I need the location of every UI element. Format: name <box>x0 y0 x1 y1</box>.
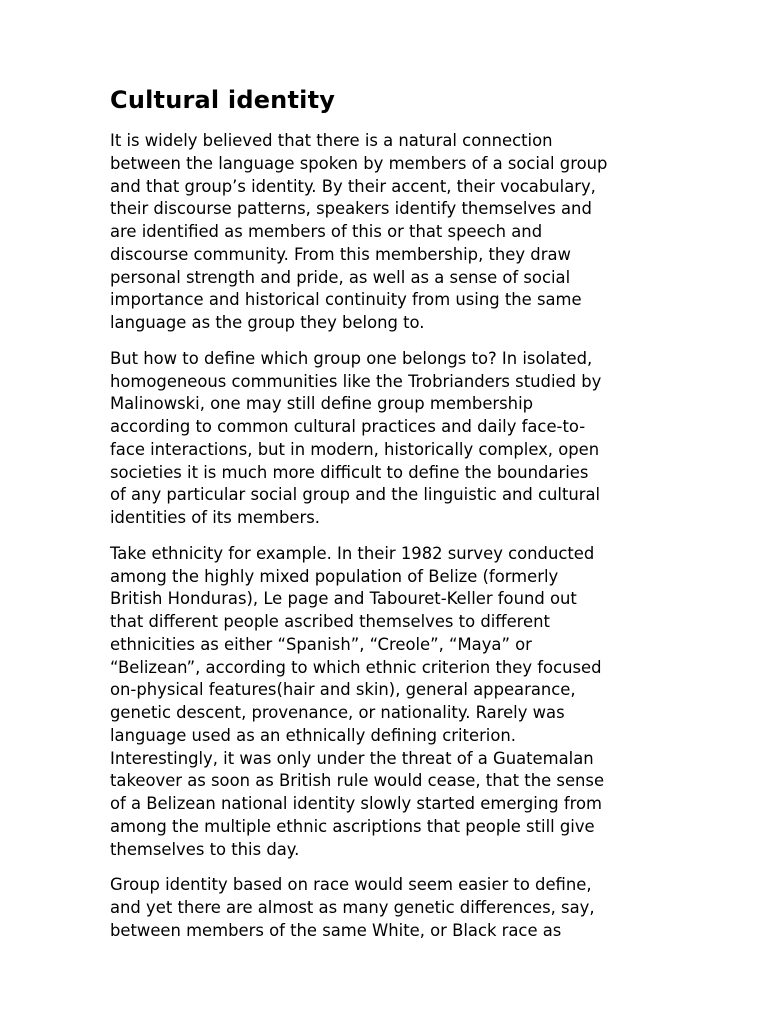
text-line: and yet there are almost as many genetic differences, say, <box>110 898 595 917</box>
text-line: between members of the same White, or Black race as <box>110 920 562 940</box>
text-line: language as the group they belong to. <box>110 313 425 332</box>
text-line: It is widely believed that there is a natural connection <box>110 131 553 150</box>
text-line: among the highly mixed population of Belize (formerly <box>110 566 559 586</box>
paragraph-2 <box>110 348 666 530</box>
text-line: “Belizean”, according to which ethnic criterion they focused <box>110 657 602 677</box>
text-line: of any particular social group and the linguistic and cultural <box>110 485 601 505</box>
text-line: that different people ascribed themselves to different <box>110 612 550 631</box>
text-line: among the multiple ethnic ascriptions that people still give <box>110 816 595 836</box>
text-line: face interactions, but in modern, historically complex, open <box>110 439 600 459</box>
text-line: discourse community. From this membership, they draw <box>110 244 571 264</box>
text-line: and that group’s identity. By their accent, their vocabulary, <box>110 176 596 196</box>
paragraph-3 <box>110 543 666 862</box>
text-line: importance and historical continuity from using the same <box>110 290 582 310</box>
text-line: societies it is much more difficult to define the boundaries <box>110 462 589 482</box>
text-line: their discourse patterns, speakers identify themselves and <box>110 199 592 219</box>
text-line: homogeneous communities like the Trobrianders studied by <box>110 371 602 391</box>
text-line: according to common cultural practices and daily face-to- <box>110 417 586 436</box>
text-line: Interestingly, it was only under the threat of a Guatemalan <box>110 748 594 768</box>
text-line: Malinowski, one may still define group membership <box>110 394 534 414</box>
text-line: are identified as members of this or that speech and <box>110 222 543 241</box>
text-line: on-physical features(hair and skin), general appearance, <box>110 680 576 700</box>
text-line: Take ethnicity for example. In their 1982 survey conducted <box>110 543 595 563</box>
text-line: language used as an ethnically defining criterion. <box>110 725 516 745</box>
text-line: takeover as soon as British rule would cease, that the sense <box>110 771 605 791</box>
text-line: But how to define which group one belongs to? In isolated, <box>110 348 593 368</box>
text-line: between the language spoken by members of a social group <box>110 153 608 173</box>
document-title: Cultural identity <box>110 86 336 114</box>
paragraph-4 <box>110 874 666 942</box>
text-line: themselves to this day. <box>110 839 300 859</box>
text-line: identities of its members. <box>110 508 320 527</box>
text-line: British Honduras), Le page and Tabouret-Keller found out <box>110 589 577 609</box>
text-line: of a Belizean national identity slowly started emerging from <box>110 794 602 813</box>
text-line: Group identity based on race would seem easier to define, <box>110 875 592 895</box>
text-line: personal strength and pride, as well as a sense of social <box>110 267 571 287</box>
paragraph-1 <box>110 130 666 335</box>
paragraph-list <box>110 130 666 943</box>
text-line: genetic descent, provenance, or nationality. Rarely was <box>110 703 565 722</box>
document-body <box>110 84 666 956</box>
text-line: ethnicities as either “Spanish”, “Creole”, “Maya” or <box>110 634 532 654</box>
